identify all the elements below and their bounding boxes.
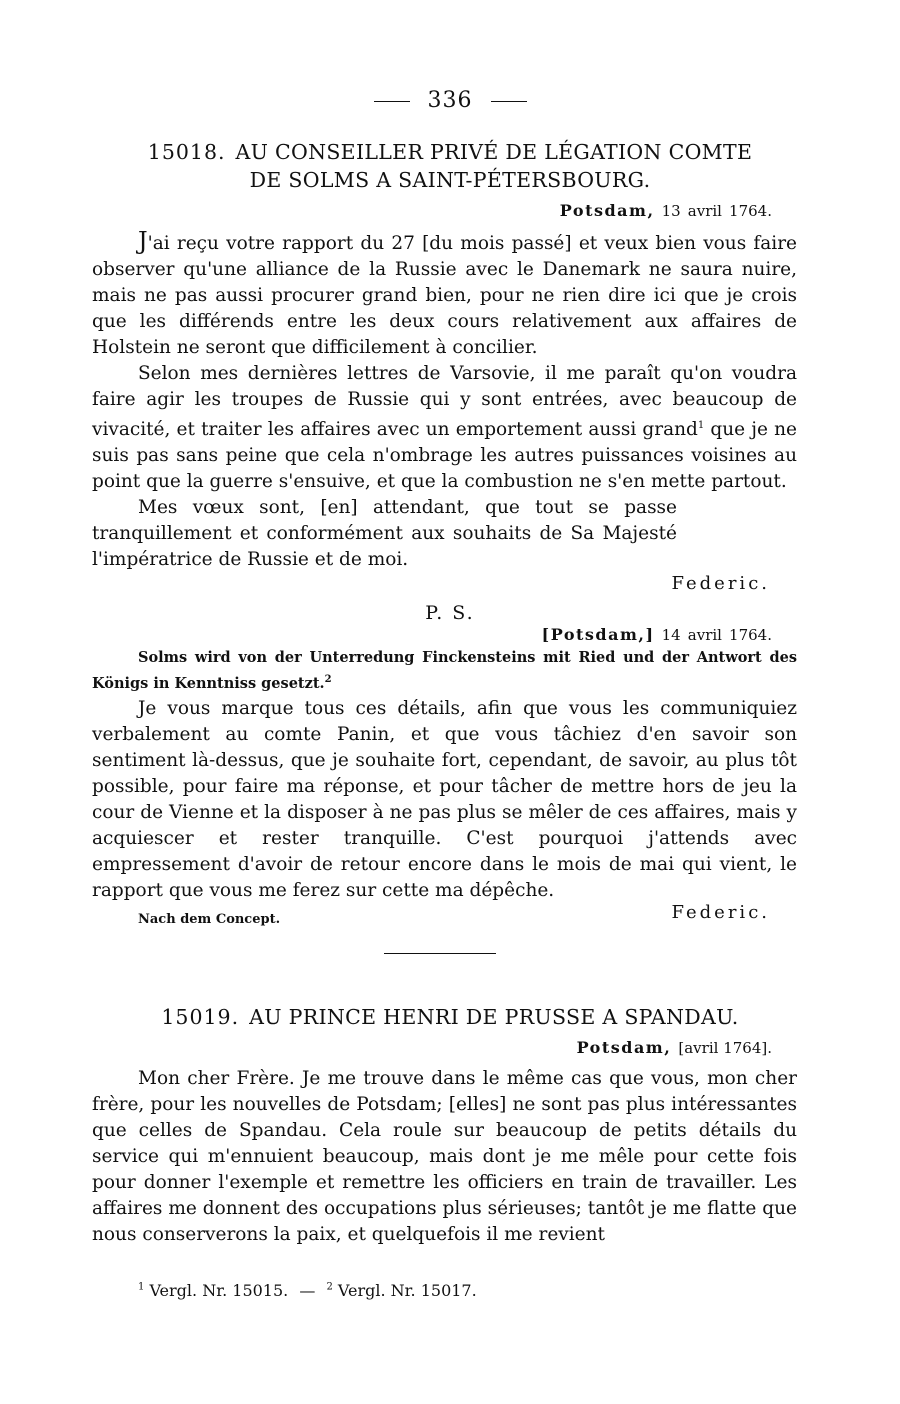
ps-date-month: avril: [687, 626, 722, 644]
ps-date-num: 14: [661, 626, 681, 644]
footnote-separator: —: [299, 1281, 316, 1300]
letter-1-paragraph-1: J'ai reçu votre rapport du 27 [du mois passé] et veux bien vous faire observer qu'une alliance de la Russie avec le Danemark ne saura nuire, mais ne pas aussi procurer grand bien, pour ne rien dire ici que je crois que les différends entre les deux cours relativement aux affaires de Holstein ne seront que difficilement à concilier.: [92, 227, 797, 358]
letter-1-body: [92, 228, 797, 573]
letter-2-dateline: [577, 1038, 772, 1057]
section-divider: [384, 953, 496, 954]
letter-1-dateline: [560, 201, 772, 220]
page-number-dash-right: [491, 101, 527, 102]
letter-1-date-num: 13: [661, 202, 681, 220]
ps-body: [92, 696, 797, 904]
page-number-dash-left: [374, 101, 410, 102]
source-note: Nach dem Concept.: [138, 912, 281, 927]
letter-1-date-month: avril: [687, 202, 722, 220]
footnotes: [138, 1281, 477, 1300]
letter-1-date-year: 1764.: [729, 202, 772, 220]
ps-label: P. S.: [425, 602, 475, 624]
letter-1-paragraph-2: Selon mes dernières lettres de Varsovie, il me paraît qu'on voudra faire agir les troupes de Russie qui y sont entrées, avec beaucoup de vivacité, et traiter les affaires avec un emportement aussi grand$^1$ que je ne suis pas sans peine que cela n'ombrage les autres puissances voisines au point que la guerre s'ensuive, et que la combustion ne s'en mette partout.: [92, 363, 797, 493]
letter-2-heading: [90, 1003, 810, 1031]
footnote-1-text: Vergl. Nr. 15015.: [149, 1281, 289, 1300]
letter-1-title-line2: DE SOLMS A SAINT-PÉTERSBOURG.: [249, 168, 651, 192]
footnote-2-mark: 2: [326, 1281, 333, 1293]
letter-1-paragraph-3: Mes vœux sont, [en] attendant, que tout se passe tranquillement et conformément aux souhaits de Sa Majesté l'impératrice de Russie et de moi.: [92, 497, 677, 571]
ps-paragraph-1: Je vous marque tous ces détails, afin que vous les communiquiez verbalement au comte Panin, et que vous tâchiez d'en savoir son sentiment là-dessus, que je souhaite fort, cependant, de savoir, au plus tôt possible, pour faire ma réponse, et pour tâcher de mettre hors de jeu la cour de Vienne et la disposer à ne pas plus se mêler de ces affaires, mais y acquiescer et rester tranquille. C'est pourquoi j'attends avec empressement d'avoir de retour encore dans le mois de mai qui vient, le rapport que vous me ferez sur cette ma dépêche.: [92, 698, 797, 901]
letter-1-heading: [90, 138, 810, 194]
letter-2-body: [92, 1066, 797, 1248]
letter-1-title-line1: AU CONSEILLER PRIVÉ DE LÉGATION COMTE: [235, 140, 753, 164]
ps-summary-note: Solms wird von der Unterredung Finckensteins mit Ried und der Antwort des Königs in Kenntniss gesetzt.$^2$: [92, 649, 797, 692]
ps-dateline: [542, 625, 772, 644]
ps-place: [Potsdam,]: [541, 625, 655, 644]
letter-1-initial: J: [138, 227, 148, 255]
ps-date-year: 1764.: [729, 626, 772, 644]
letter-2-place: Potsdam,: [576, 1038, 672, 1057]
letter-2-date: [avril 1764].: [678, 1039, 772, 1057]
footnote-ref-1: 1: [697, 420, 705, 431]
letter-1-place: Potsdam,: [559, 201, 655, 220]
ps-signature: Federic.: [671, 902, 770, 923]
letter-2-paragraph-1: Mon cher Frère. Je me trouve dans le même cas que vous, mon cher frère, pour les nouvelles de Potsdam; [elles] ne sont pas plus intéressantes que celles de Spandau. Cela roule sur beaucoup de petits détails du service qui m'ennuient beaucoup, mais dont je me mêle pour cette fois pour donner l'exemple et remettre les officiers en train de travailler. Les affaires me donnent des occupations plus sérieuses; tantôt je me flatte que nous conserverons la paix, et quelquefois il me revient: [92, 1068, 797, 1245]
page-number: [0, 88, 900, 113]
letter-2-number: 15019.: [161, 1005, 240, 1029]
footnote-ref-2: 2: [324, 674, 332, 685]
letter-2-title: AU PRINCE HENRI DE PRUSSE A SPANDAU.: [249, 1005, 739, 1029]
letter-1-signature: Federic.: [671, 573, 770, 594]
letter-1-number: 15018.: [147, 140, 226, 164]
page-number-text: 336: [427, 88, 473, 113]
footnote-1-mark: 1: [138, 1281, 145, 1293]
footnote-2-text: Vergl. Nr. 15017.: [337, 1281, 477, 1300]
